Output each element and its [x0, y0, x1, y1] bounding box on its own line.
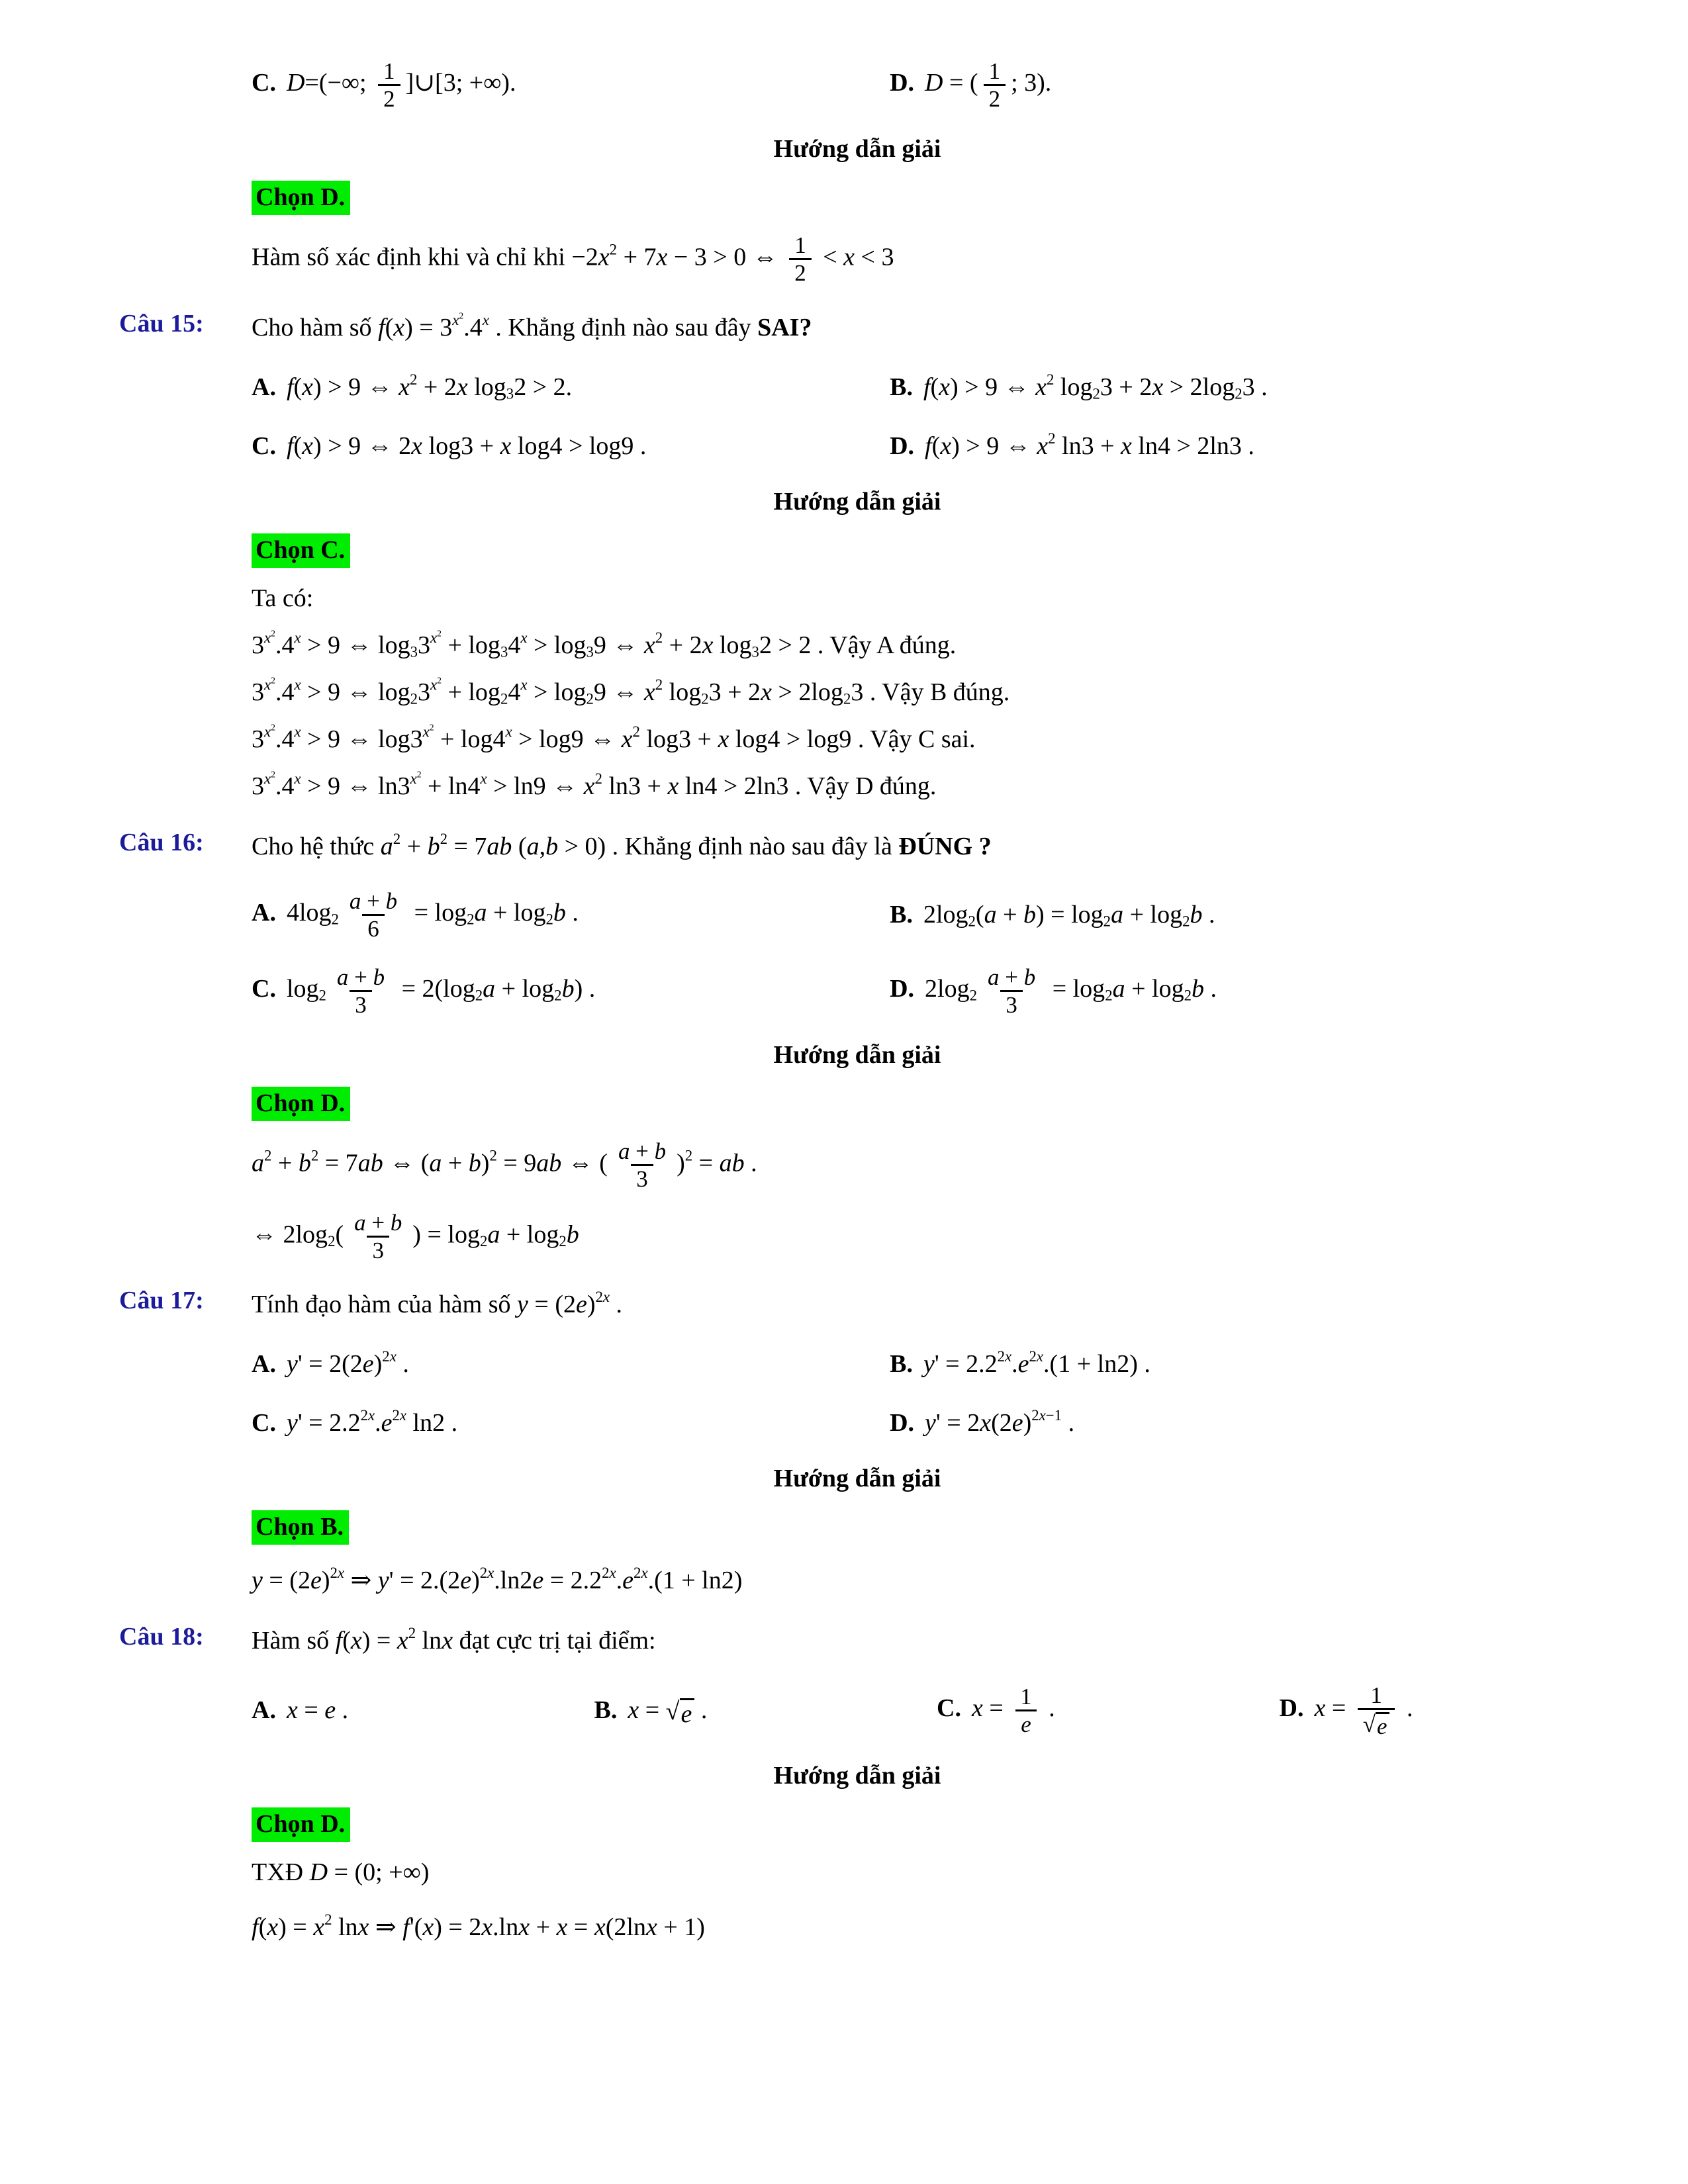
solution-line: $3^{x^2}.4^x > 9$ ⇔ $\log_33^{x^2} + \log_34^x > \log_39$ ⇔ $x^2 + 2x$ $\log_32 > 2$ . Vậy A đúng.	[252, 628, 957, 660]
option-b	[890, 1346, 1602, 1383]
chosen-answer-badge: Chọn B.	[252, 1510, 349, 1545]
answer-line	[252, 533, 1595, 568]
option-label: C.	[252, 1408, 276, 1437]
option-c	[252, 964, 883, 1018]
question-number: Câu 18:	[119, 1623, 204, 1651]
solution-line: $3^{x^2}.4^x > 9$ ⇔ $\ln 3^{x^2} + \ln 4^x > \ln 9$ ⇔ $x^2$ ln3 + x ln4 > 2ln3 . Vậy D đúng.	[252, 769, 937, 800]
answer-line	[252, 1087, 1595, 1121]
option-formula: $y' = 2x(2e)^{2x-1}$ .	[925, 1407, 1075, 1437]
question-18-block	[119, 1622, 1595, 1946]
option-label: D.	[890, 69, 915, 97]
chosen-answer-badge: Chọn D.	[252, 1087, 350, 1121]
option-d	[890, 1405, 1602, 1441]
options-row	[252, 428, 1595, 465]
question-17-block	[119, 1286, 1595, 1600]
question-text: Hàm số $f(x) = x^2$ lnx đạt cực trị tại điểm:	[252, 1625, 656, 1655]
question-head	[119, 1286, 1595, 1324]
question-text: Cho hàm số $f(x) = 3^{x^2}.4^x$ . Khẳng định nào sau đây SAI?	[252, 310, 812, 341]
option-formula: x = 1 √ e .	[1314, 1682, 1413, 1740]
options-row	[252, 1682, 1595, 1739]
question-number: Câu 16:	[119, 828, 204, 856]
options-row	[252, 964, 1595, 1018]
option-label: D.	[890, 1408, 915, 1437]
guide-heading: Hướng dẫn giải	[773, 1041, 941, 1069]
option-d	[890, 58, 1602, 112]
question-text: Cho hệ thức $a^2 + b^2 = 7ab$ (a,b > 0) . Khẳng định nào sau đây là ĐÚNG ?	[252, 830, 992, 860]
solution-line: Hàm số xác định khi và chỉ khi $-2x^2 + 7x - 3 > 0$ ⇔ $\frac{1}{2}$ < x < 3	[252, 232, 894, 287]
chosen-answer-badge: Chọn D.	[252, 1807, 350, 1842]
option-formula: $y' = 2(2e)^{2x}$ .	[286, 1347, 409, 1378]
option-c	[252, 428, 883, 465]
option-formula: x = √ e .	[628, 1696, 708, 1728]
question-number: Câu 17:	[119, 1286, 204, 1314]
solution-line: ⇔ $2\log_2$( $\frac{a + b}{3}$ ) = $\log_2a + \log_2b$	[252, 1209, 579, 1263]
question-head	[119, 1622, 1595, 1660]
option-label: D.	[1279, 1694, 1304, 1723]
chosen-answer-badge: Chọn C.	[252, 533, 350, 568]
option-formula: $2\log_2$ $\frac{a + b}{3}$ = $\log_2a + \log_2b$ .	[925, 964, 1217, 1019]
option-d	[890, 428, 1602, 465]
option-label: D.	[890, 975, 915, 1003]
answer-line	[252, 181, 1595, 215]
option-formula: $4\log_2$ $\frac{a + b}{6}$ = $\log_2a + \log_2b$ .	[286, 887, 579, 942]
chosen-answer-badge: Chọn D.	[252, 181, 350, 215]
option-label: B.	[890, 373, 913, 401]
option-label: C.	[252, 975, 276, 1003]
option-label: C.	[252, 432, 276, 460]
option-formula: $y' = 2.2^{2x}.e^{2x}$ ln2 .	[286, 1407, 458, 1437]
option-b	[890, 897, 1602, 933]
option-c	[252, 1405, 883, 1441]
option-label: C.	[937, 1694, 961, 1723]
domain-line: TXĐ D = (0; +∞)	[252, 1858, 430, 1887]
option-label: D.	[890, 432, 915, 460]
options-row	[252, 888, 1595, 942]
option-b	[890, 369, 1602, 406]
option-label: B.	[890, 900, 913, 929]
option-a	[252, 888, 883, 942]
option-formula: x = $\frac{1}{e}$ .	[971, 1683, 1055, 1738]
option-label: A.	[252, 1349, 276, 1378]
question-15-block	[119, 309, 1595, 805]
guide-heading: Hướng dẫn giải	[773, 487, 941, 516]
guide-heading: Hướng dẫn giải	[773, 1465, 941, 1493]
solution-line: $3^{x^2}.4^x > 9$ ⇔ $\log 3^{x^2} + \log 4^x > \log 9$ ⇔ $x^2$ log3 + x log4 > log9 . Vậy C sai.	[252, 722, 976, 753]
question-head	[119, 309, 1595, 347]
option-formula: D=(−∞; $\frac{1}{2}$ ]∪[3; +∞).	[286, 58, 516, 113]
option-formula: f(x) > 9 ⇔ $x^2$ ln3 + x ln4 > 2ln3 .	[925, 430, 1254, 460]
option-formula: $\log_2$ $\frac{a + b}{3}$ = $2(\log_2a + \log_2b)$ .	[286, 964, 596, 1019]
option-d	[1280, 1682, 1616, 1739]
options-row	[252, 58, 1595, 112]
option-a	[252, 1346, 883, 1383]
option-formula: f(x) > 9 ⇔ $x^2 + 2x$ $\log_32 > 2$.	[286, 371, 573, 402]
question-16-block	[119, 828, 1595, 1263]
question-number: Câu 15:	[119, 309, 204, 338]
solution-line: $f(x) = x^2$ lnx ⇒ f'(x) = 2x.lnx + x = x(2lnx + 1)	[252, 1911, 705, 1942]
answer-line	[252, 1510, 1595, 1545]
option-label: C.	[252, 69, 276, 97]
option-formula: $2\log_2(a + b) = \log_2a + \log_2b$ .	[923, 900, 1215, 930]
option-label: A.	[252, 373, 276, 401]
option-formula: x = e .	[286, 1696, 349, 1725]
answer-line	[252, 1807, 1595, 1842]
option-c	[937, 1684, 1273, 1737]
option-formula: D = ( $\frac{1}{2}$ ; 3).	[925, 58, 1052, 113]
question-text: Tính đạo hàm của hàm số $y = (2e)^{2x}$ .	[252, 1288, 623, 1318]
option-label: B.	[890, 1349, 913, 1378]
question-14-solution-block	[119, 58, 1595, 287]
solution-line: $a^2 + b^2 = 7ab$ ⇔ $(a + b)^2 = 9ab$ ⇔ ( $\frac{a + b}{3}$ )$^2$ = ab .	[252, 1138, 757, 1193]
option-b	[594, 1692, 931, 1729]
option-a	[252, 369, 883, 406]
options-row	[252, 1405, 1595, 1441]
options-row	[252, 369, 1595, 406]
solution-line: $3^{x^2}.4^x > 9$ ⇔ $\log_23^{x^2} + \log_24^x > \log_29$ ⇔ $x^2$ $\log_23 + 2x > 2\log_23$ . Vậy B đúng.	[252, 675, 1010, 707]
option-label: A.	[252, 1696, 276, 1725]
option-c	[252, 58, 883, 112]
option-formula: f(x) > 9 ⇔ $x^2$ $\log_23 + 2x > 2\log_23$ .	[923, 371, 1268, 402]
option-a	[252, 1692, 588, 1729]
guide-heading: Hướng dẫn giải	[773, 135, 941, 163]
option-formula: $y' = 2.2^{2x}.e^{2x}.(1 + \ln 2)$ .	[923, 1347, 1150, 1378]
question-head	[119, 828, 1595, 866]
solution-line: $y = (2e)^{2x}$ ⇒ $y' = 2.(2e)^{2x}.\ln 2e = 2.2^{2x}.e^{2x}.(1 + \ln 2)$	[252, 1565, 743, 1595]
option-formula: f(x) > 9 ⇔ 2x log3 + x log4 > log9 .	[286, 432, 647, 460]
guide-heading: Hướng dẫn giải	[773, 1762, 941, 1790]
options-row	[252, 1346, 1595, 1383]
solution-intro: Ta có:	[252, 584, 314, 612]
option-label: B.	[594, 1696, 618, 1725]
option-label: A.	[252, 899, 276, 927]
option-d	[890, 964, 1602, 1018]
